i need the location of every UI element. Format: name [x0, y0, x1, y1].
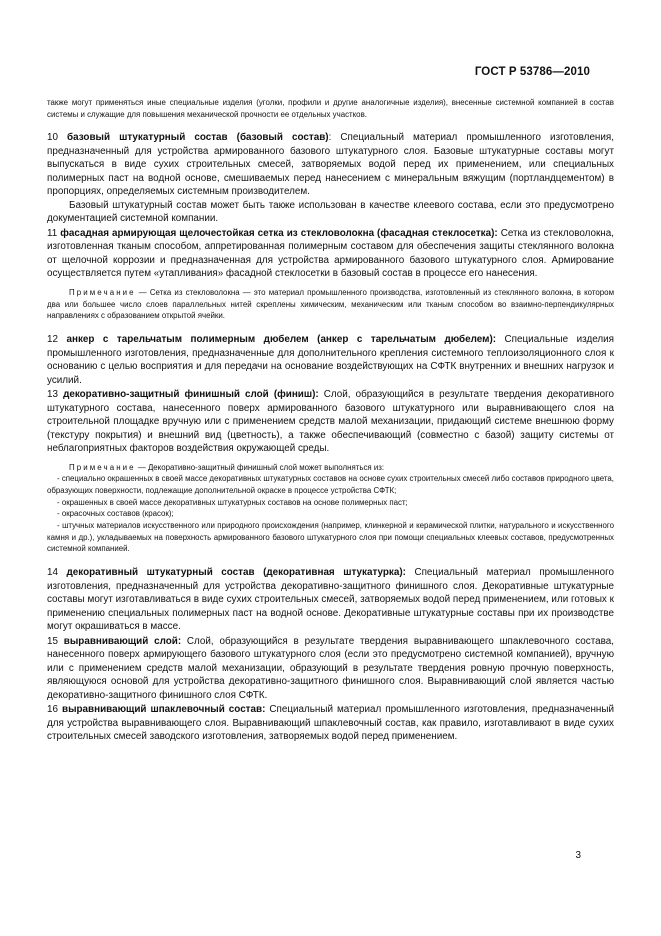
term-text: Слой, образующийся в результате твердения выравнивающего шпаклевочного состава, нанесенного поверх армирующего базового штукатурного слоя (если это предусмотрено системной компанией), вручную или с применением средств малой механизации, образующий в результате твердения ровную прочную поверхность, являющуюся основой для устройства декоративно-защитного финишного слоя. Выравнивающий слой является частью декоративно-защитного финишного слоя СФТК. — [47, 635, 614, 701]
term-text: Слой, образующийся в результате твердения декоративного штукатурного состава, нанесенного поверх армированного базового штукатурного или выравнивающего слоя на строительной площадке вручную или с применением средств малой механизации, придающий системе внешнюю форму (текстуру покрытия) и внешний вид (цветность), а также обеспечивающий (совместно с базой) защиту системы от неблагоприятных факторов воздействия окружающей среды. — [47, 389, 614, 455]
term-title: анкер с тарельчатым полимерным дюбелем (анкер с тарельчатым дюбелем): — [66, 334, 497, 346]
term-number: 12 — [47, 334, 58, 346]
term-13 — [47, 388, 614, 456]
note-text: — Декоративно-защитный финишный слой может выполняться из: — [135, 462, 385, 472]
term-text: Специальный материал промышленного изготовления, предназначенный для устройства выравнивающего слоя. Выравнивающий шпаклевочный состав, как правило, изготавливают в виде сухих строительных смесей заводского изготовления, затворяемых водой перед применением. — [47, 704, 614, 743]
term-number: 11 — [47, 227, 58, 239]
term-number: 10 — [47, 132, 58, 144]
term-number: 14 — [47, 567, 58, 579]
term-text: Сетка из стекловолокна, изготовленная тканым способом, аппретированная полимерным составом для обеспечения защиты стеклянного волокна от щелочной коррозии и предназначенная для устройства армированного базового штукатурного слоя. Армирование осуществляется путем «утапливания» фасадной стеклосетки в базовый состав в процессе его нанесения. — [47, 227, 615, 280]
term-number: 13 — [47, 389, 58, 401]
note-list-item: - специально окрашенных в своей массе декоративных штукатурных составов на основе сухих строительных смесей либо составов природного цвета, образующих поверхности, подлежащие дополнительной окраске в процессе устройства СФТК; — [47, 474, 614, 495]
term-title: декоративный штукатурный состав (декоративная штукатурка): — [66, 567, 406, 579]
term-title: декоративно-защитный финишный слой (финиш): — [63, 389, 319, 401]
term-text: Специальные изделия промышленного изготовления, предназначенные для дополнительного крепления системного теплоизоляционного слоя к основанию с целью восприятия и для передачи на основание воздействующих на СФТК внутренних и внешних нагрузок и усилий. — [47, 334, 615, 386]
note-list-item: - окрашенных в своей массе декоративных штукатурных составов на основе полимерных паст; — [57, 497, 408, 507]
note-list-item: - штучных материалов искусственного или природного происхождения (например, клинкерной и керамической плитки, натурального и искусственного камня и др.), укладываемых на поверхность армированного базового штукатурного слоя при помощи специальных клеевых составов, предусмотренных системной компанией. — [47, 521, 614, 554]
term-title: фасадная армирующая щелочестойкая сетка из стекловолокна (фасадная стеклосетка): — [60, 227, 498, 239]
term-10-extra: Базовый штукатурный состав может быть также использован в качестве клеевого состава, если это предусмотрено документацией системной компании. — [47, 199, 614, 225]
term-12 — [47, 333, 614, 387]
term-11 — [47, 227, 614, 281]
standard-header: ГОСТ Р 53786—2010 — [474, 66, 590, 78]
term-text: Специальный материал промышленного изготовления, предназначенный для устройства декоративно-защитного финишного слоя. Декоративные штукатурные составы могут изготавливаться в виде сухих строительных смесей, затворяемых водой перед применением, или готовых к применению специальных полимерных паст на водной основе. Декоративные штукатурные составы при их производстве могут окрашиваться в массе. — [47, 567, 614, 633]
term-16 — [47, 703, 614, 744]
term-14 — [47, 566, 614, 634]
note-list-item: - окрасочных составов (красок); — [57, 509, 174, 519]
intro-paragraph: также могут применяться иные специальные изделия (уголки, профили и другие аналогичные изделия), внесенные системной компанией в состав системы и служащие для повышения механической прочности ее отдельных участков. — [47, 98, 614, 119]
term-11-note — [47, 287, 614, 322]
note-label: Примечание — [69, 287, 136, 297]
page-number: 3 — [575, 850, 581, 861]
note-label: Примечание — [69, 462, 136, 472]
term-title: выравнивающий слой: — [63, 635, 182, 647]
note-text: — Сетка из стекловолокна — это материал промышленного производства, изготовленный из стеклянного волокна, в котором два или большее число слоев параллельных нитей скреплены химическим, механическим или тканым способом во взаимно-перпендикулярных направлениях с образованием открытой ячейки. — [47, 287, 614, 321]
term-13-note — [47, 462, 614, 474]
term-title: базовый штукатурный состав (базовый состав) — [67, 132, 329, 144]
term-number: 16 — [47, 704, 58, 716]
term-title: выравнивающий шпаклевочный состав: — [62, 704, 266, 716]
term-10 — [47, 131, 614, 199]
term-number: 15 — [47, 635, 58, 647]
term-15 — [47, 635, 614, 703]
term-text: : Специальный материал промышленного изготовления, предназначенный для устройства армированного базового штукатурного слоя. Базовые штукатурные составы могут выпускаться в виде сухих строительных смесей, затворяемых водой перед их применением, или специальных полимерных паст на водной основе, смешиваемых перед нанесением с минеральным вяжущим (портландцементом) в пропорциях, определяемых системным производителем. — [47, 132, 614, 198]
document-body — [47, 97, 614, 744]
